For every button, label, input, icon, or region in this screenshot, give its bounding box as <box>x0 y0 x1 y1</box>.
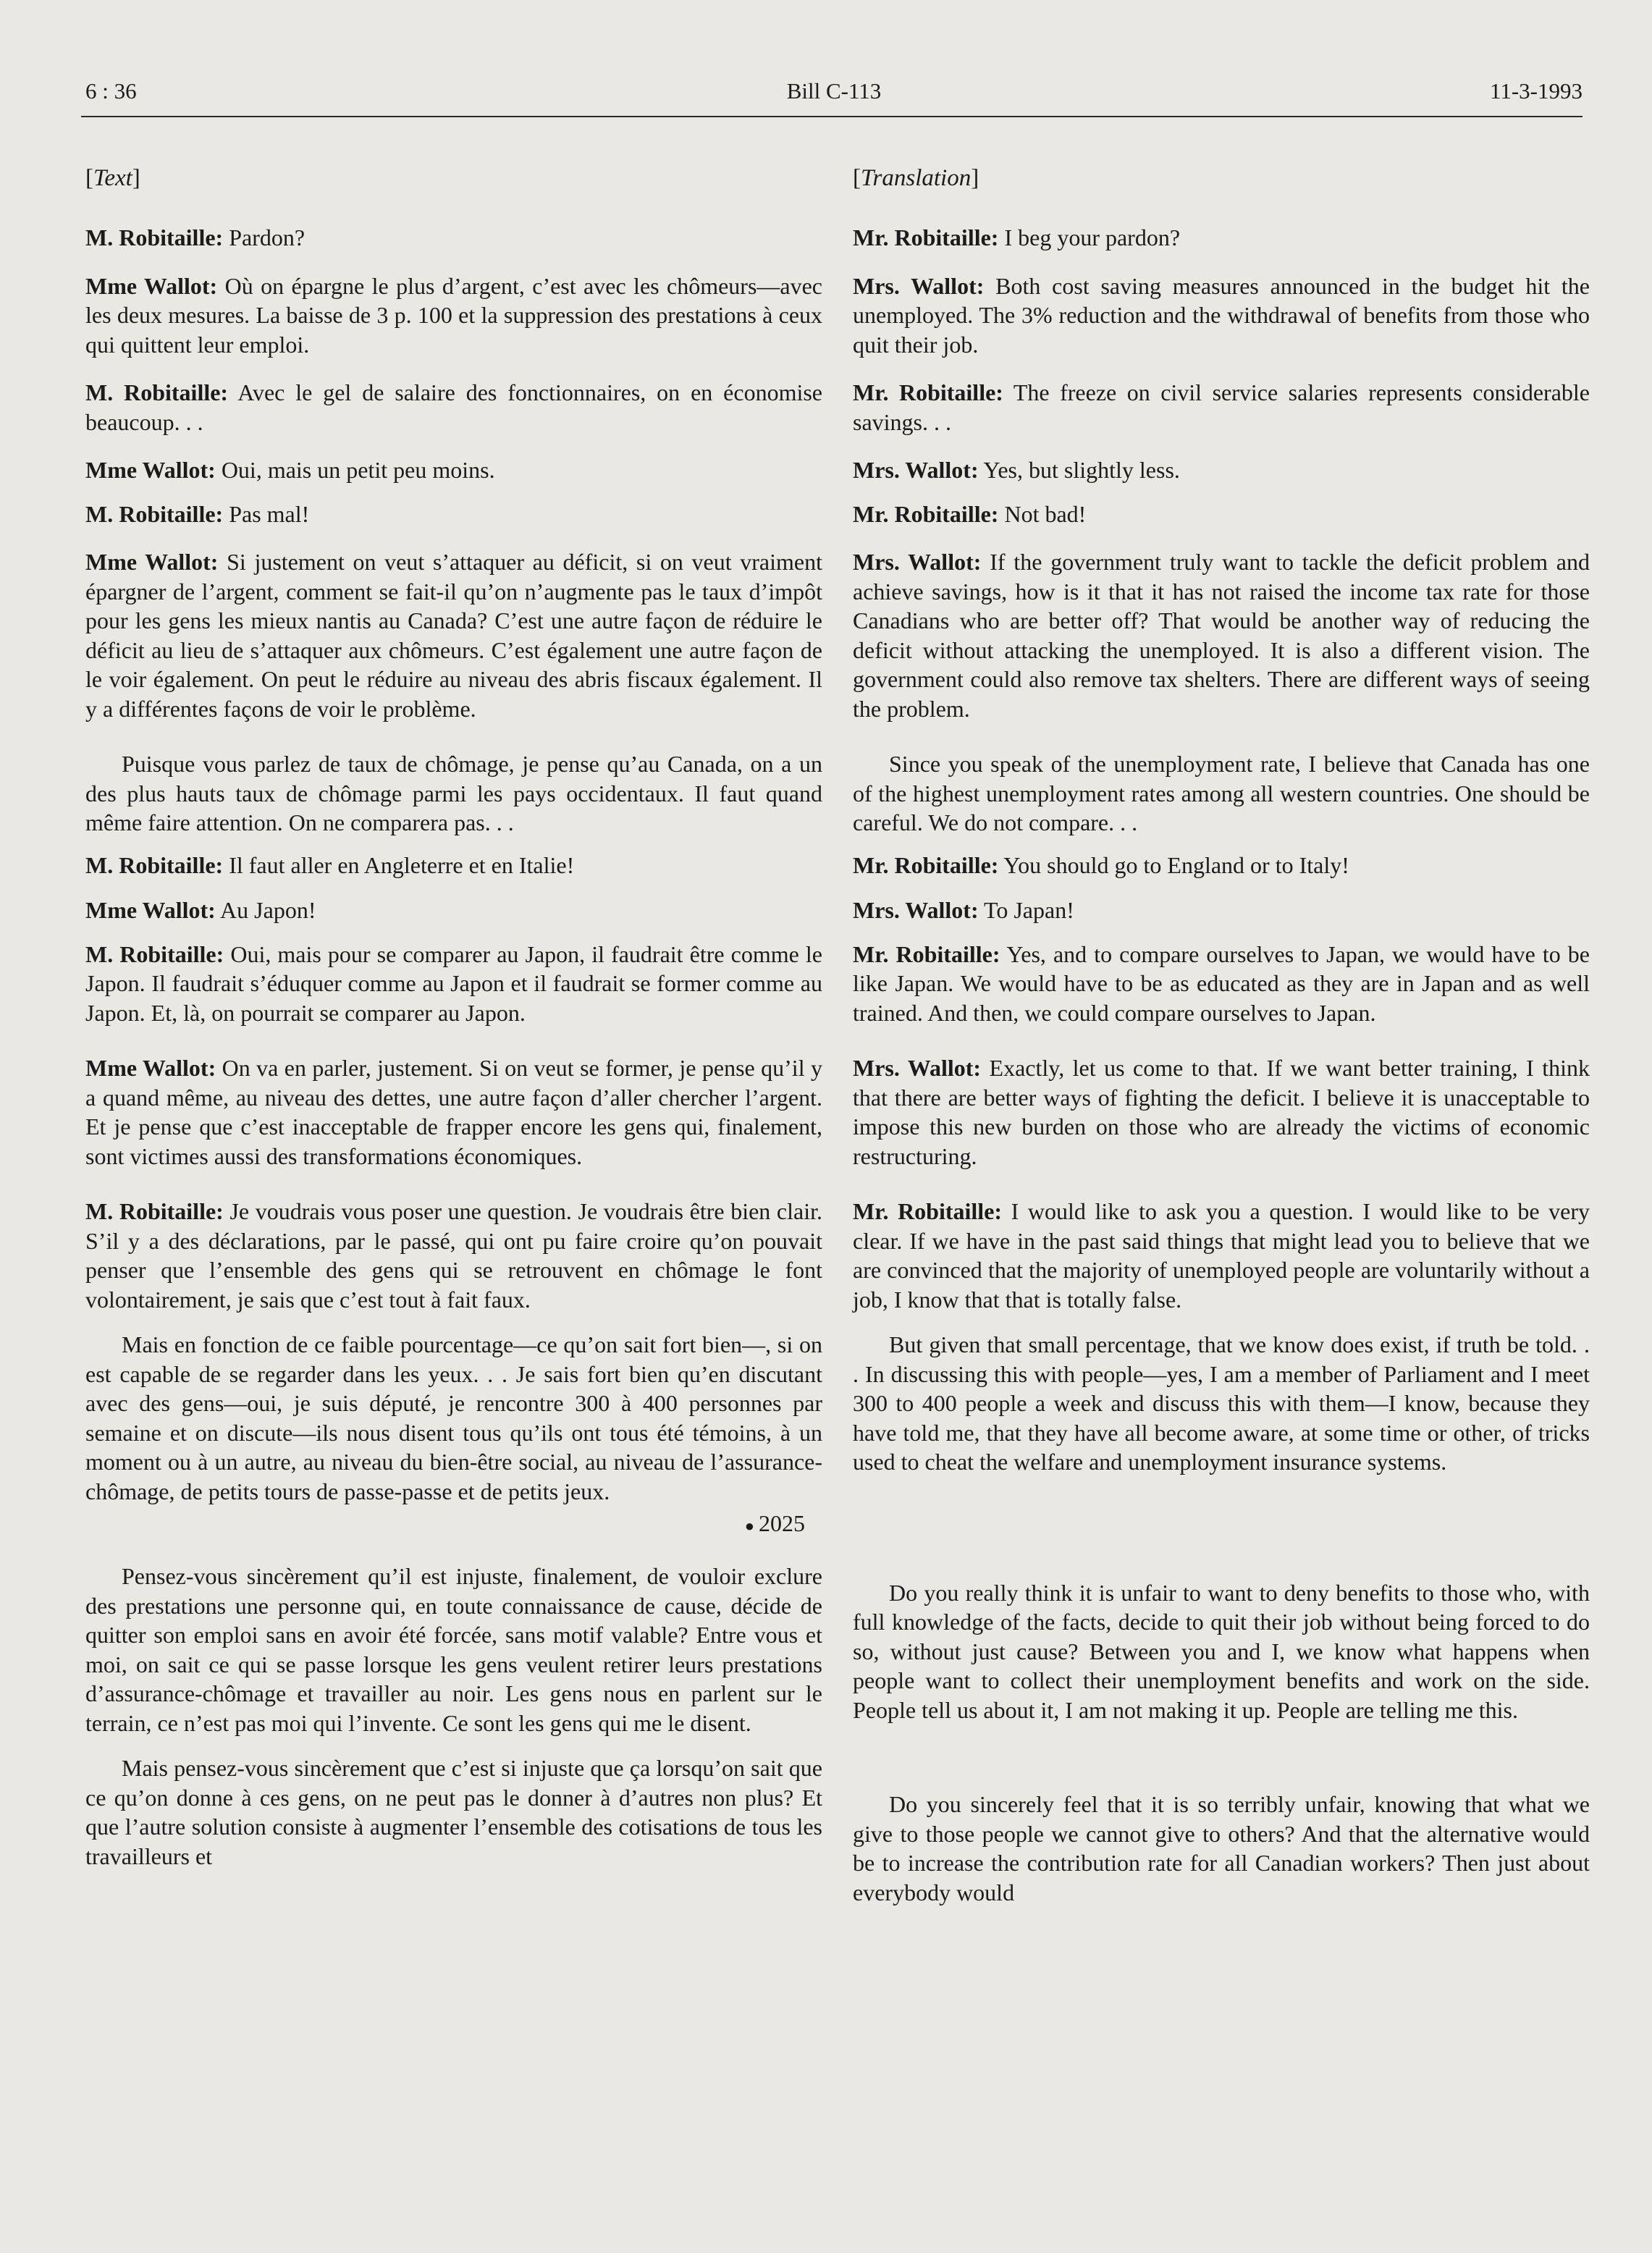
page-header <box>85 78 1583 117</box>
paragraph: Mme Wallot: Oui, mais un petit peu moins. <box>85 457 495 483</box>
paragraph: Mme Wallot: On va en parler, justement. Si on veut se former, je pense qu’il y a quand même, au niveau des dettes, une autre façon d’aller chercher l’argent. Et je pense que c’est inacceptable de frapper encore les gens qui, finalement, sont victimes aussi des transformations économiques. <box>85 1055 823 1169</box>
paragraph: M. Robitaille: Je voudrais vous poser une question. Je voudrais être bien clair. S’il y a des déclarations, par le passé, qui ont pu faire croire qu’on pouvait penser que l’ensemble des gens qui se retrouvent en chômage le font volontairement, je sais que c’est tout à fait faux. <box>85 1198 823 1313</box>
paragraph: Pensez-vous sincèrement qu’il est injuste, finalement, de vouloir exclure des prestations une personne qui, en toute connaissance de cause, décide de quitter son emploi sans en avoir été forcée, sans motif valable? Entre vous et moi, on sait ce qui se passe lorsque les gens veulent retirer leurs prestations d’assurance-chômage et travailler au noir. Les gens nous en parlent sur le terrain, ce n’est pas moi qui l’invente. Ce sont les gens qui me le disent. <box>85 1563 822 1736</box>
paragraph: Mrs. Wallot: Both cost saving measures announced in the budget hit the unemployed. The 3% reduction and the withdrawal of benefits from those who quit their job. <box>853 272 1590 358</box>
paragraph: Mme Wallot: Au Japon! <box>85 897 316 923</box>
column-label-translation: [Translation] <box>853 165 979 191</box>
column-label-text: [Text] <box>85 165 140 191</box>
paragraph: Mais pensez-vous sincèrement que c’est si injuste que ça lorsqu’on sait que ce qu’on donne à ces gens, on ne peut pas le donner à d’autres non plus? Et que l’autre solution consiste à augmenter l’ensemble des cotisations de tous les travailleurs et <box>85 1755 822 1869</box>
bullet-icon: ● <box>744 1516 754 1535</box>
paragraph: Since you speak of the unemployment rate, I believe that Canada has one of the highest unemployment rates among all western countries. One should be careful. We do not compare. . . <box>853 751 1590 835</box>
paragraph: Do you sincerely feel that it is so terribly unfair, knowing that what we give to those people we cannot give to others? And that the alternative would be to increase the contribution rate for all Canadian workers? Then just about everybody would <box>853 1791 1590 1905</box>
paragraph: Mr. Robitaille: I would like to ask you a question. I would like to be very clear. If we have in the past said things that might lead you to believe that we are convinced that the majority of unemployed people are voluntarily without a job, I know that that is totally false. <box>853 1198 1590 1313</box>
paragraph: Mr. Robitaille: I beg your pardon? <box>853 224 1181 250</box>
paragraph: Mrs. Wallot: Exactly, let us come to that. If we want better training, I think that there are better ways of fighting the deficit. I believe it is unacceptable to impose this new burden on those who are already the victims of economic restructuring. <box>853 1055 1590 1169</box>
paragraph: M. Robitaille: Pardon? <box>85 224 305 250</box>
paragraph: M. Robitaille: Il faut aller en Angleterre et en Italie! <box>85 851 575 878</box>
paragraph: Mr. Robitaille: Yes, and to compare ourselves to Japan, we would have to be like Japan. We would have to be as educated as they are in Japan and as well trained. And then, we could compare ourselves to Japan. <box>853 940 1590 1026</box>
bill-title: Bill C-113 <box>786 78 882 104</box>
paragraph: Mais en fonction de ce faible pourcentage—ce qu’on sait fort bien—, si on est capable de se regarder dans les yeux. . . Je sais fort bien qu’en discutant avec des gens—oui, je suis député, je rencontre 300 à 400 personnes par semaine et on discute—ils nous disent tous qu’ils ont tous été témoins, à un moment ou à un autre, au niveau du bien-être social, au niveau de l’assurance-chômage, de petits tours de passe-passe et de petits jeux. <box>85 1331 822 1504</box>
paragraph: Mme Wallot: Si justement on veut s’attaquer au déficit, si on veut vraiment épargner de l’argent, comment se fait-il qu’on n’augmente pas le taux d’impôt pour les gens les mieux nantis au Canada? C’est une autre façon de réduire le déficit au lieu de s’attaquer aux chômeurs. C’est également une autre façon de le voir également. On peut le réduire au niveau des abris fiscaux également. Il y a différentes façons de voir le problème. <box>85 549 823 722</box>
header-rule <box>81 116 1583 117</box>
timestamp: ● 2025 <box>744 1510 805 1536</box>
left-column-text <box>85 165 822 1887</box>
paragraph: Mrs. Wallot: Yes, but slightly less. <box>853 457 1180 483</box>
paragraph: Do you really think it is unfair to want to deny benefits to those who, with full knowledge of the facts, decide to quit their job without being forced to do so, without just cause? Between you and I, we know what happens when people want to collect their unemployment benefits and work on the side. People tell us about it, I am not making it up. People are telling me this. <box>853 1579 1590 1723</box>
paragraph: Mrs. Wallot: If the government truly want to tackle the deficit problem and achieve savings, how is it that it has not raised the income tax rate for those Canadians who are better off? That would be another way of reducing the deficit without attacking the unemployed. It is also a different vision. The government could also remove tax shelters. There are different ways of seeing the problem. <box>853 549 1590 722</box>
page-number: 6 : 36 <box>85 78 137 104</box>
paragraph: Mr. Robitaille: Not bad! <box>853 500 1087 527</box>
page-date: 11-3-1993 <box>1490 78 1583 104</box>
paragraph: M. Robitaille: Avec le gel de salaire des fonctionnaires, on en économise beaucoup. . . <box>85 379 822 435</box>
paragraph: M. Robitaille: Oui, mais pour se comparer au Japon, il faudrait être comme le Japon. Il faudrait s’éduquer comme au Japon et il faudrait se former comme au Japon. Et, là, on pourrait se comparer au Japon. <box>85 940 823 1026</box>
paragraph: Mrs. Wallot: To Japan! <box>853 897 1074 923</box>
paragraph: Mr. Robitaille: You should go to England or to Italy! <box>853 851 1349 878</box>
paragraph: Mme Wallot: Où on épargne le plus d’argent, c’est avec les chômeurs—avec les deux mesures. La baisse de 3 p. 100 et la suppression des prestations à ceux qui quittent leur emploi. <box>85 272 823 358</box>
paragraph: Mr. Robitaille: The freeze on civil service salaries represents considerable savings. . . <box>853 379 1590 435</box>
paragraph: M. Robitaille: Pas mal! <box>85 500 310 527</box>
right-column-translation <box>853 165 1590 1923</box>
paragraph: But given that small percentage, that we know does exist, if truth be told. . . In discussing this with people—yes, I am a member of Parliament and I meet 300 to 400 people a week and discuss this with them—I know, because they have told me, that they have all become aware, at some time or other, of tricks used to cheat the welfare and unemployment insurance systems. <box>853 1331 1590 1475</box>
paragraph: Puisque vous parlez de taux de chômage, je pense qu’au Canada, on a un des plus hauts taux de chômage parmi les pays occidentaux. Il faut quand même faire attention. On ne comparera pas. . . <box>85 751 822 835</box>
